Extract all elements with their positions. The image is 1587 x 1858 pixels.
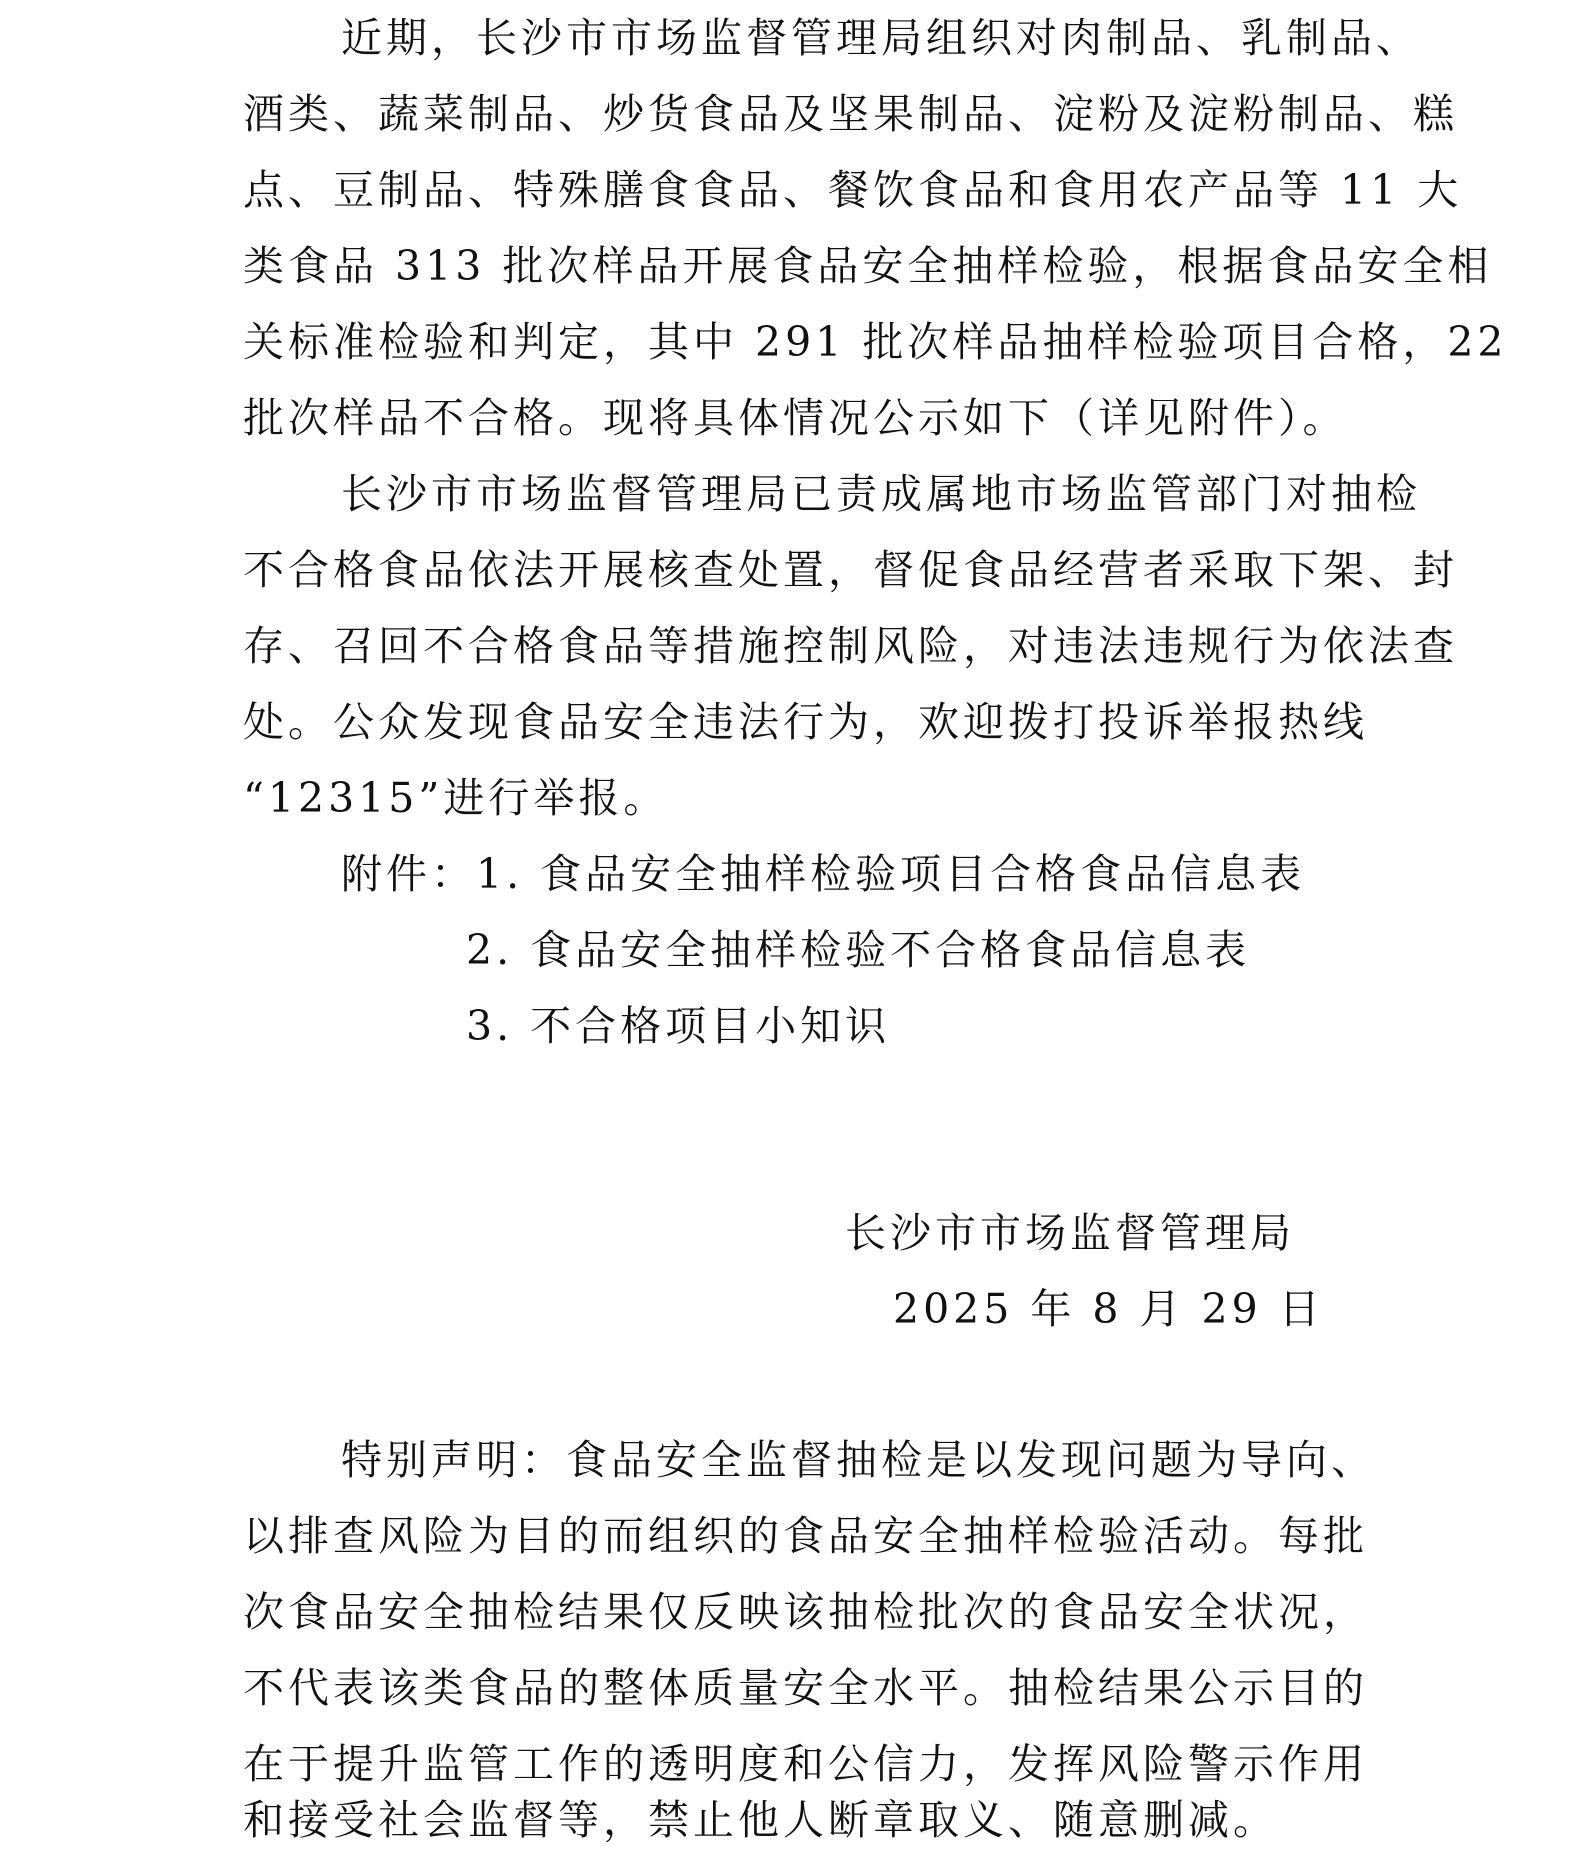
paragraph-1-line-4: 类食品 313 批次样品开展食品安全抽样检验，根据食品安全相	[243, 242, 1493, 290]
signature-date: 2025 年 8 月 29 日	[893, 1285, 1324, 1333]
paragraph-1-line-2: 酒类、蔬菜制品、炒货食品及坚果制品、淀粉及淀粉制品、糕	[243, 90, 1458, 138]
attachments-label: 附件：	[341, 850, 476, 898]
paragraph-2-line-5: “12315”进行举报。	[243, 774, 669, 822]
paragraph-1-line-3: 点、豆制品、特殊膳食食品、餐饮食品和食用农产品等 11 大	[243, 166, 1463, 214]
statement-line-4: 不代表该类食品的整体质量安全水平。抽检结果公示目的	[243, 1664, 1368, 1712]
statement-line-2: 以排查风险为目的而组织的食品安全抽样检验活动。每批	[243, 1512, 1368, 1560]
attachment-item-2: 2. 食品安全抽样检验不合格食品信息表	[466, 926, 1251, 974]
statement-line-6: 和接受社会监督等，禁止他人断章取义、随意删减。	[243, 1796, 1278, 1844]
paragraph-2-line-1: 长沙市市场监督管理局已责成属地市场监管部门对抽检	[341, 470, 1421, 518]
statement-line-3: 次食品安全抽检结果仅反映该抽检批次的食品安全状况，	[243, 1588, 1368, 1636]
statement-line-1: 特别声明：食品安全监督抽检是以发现问题为导向、	[341, 1436, 1376, 1484]
paragraph-2-line-4: 处。公众发现食品安全违法行为，欢迎拨打投诉举报热线	[243, 698, 1368, 746]
paragraph-2-line-3: 存、召回不合格食品等措施控制风险，对违法违规行为依法查	[243, 622, 1458, 670]
attachments-line-1	[341, 836, 1501, 912]
paragraph-2-line-2: 不合格食品依法开展核查处置，督促食品经营者采取下架、封	[243, 546, 1458, 594]
paragraph-1-line-6: 批次样品不合格。现将具体情况公示如下（详见附件）。	[243, 394, 1348, 442]
attachment-item-3: 3. 不合格项目小知识	[466, 1002, 891, 1050]
attachment-item-1: 1. 食品安全抽样检验项目合格食品信息表	[476, 850, 1306, 898]
paragraph-1-line-1: 近期，长沙市市场监督管理局组织对肉制品、乳制品、	[341, 14, 1421, 62]
paragraph-1-line-5: 关标准检验和判定，其中 291 批次样品抽样检验项目合格，22	[243, 318, 1508, 366]
signature-org: 长沙市市场监督管理局	[845, 1209, 1295, 1257]
statement-line-5: 在于提升监管工作的透明度和公信力，发挥风险警示作用	[243, 1740, 1368, 1788]
